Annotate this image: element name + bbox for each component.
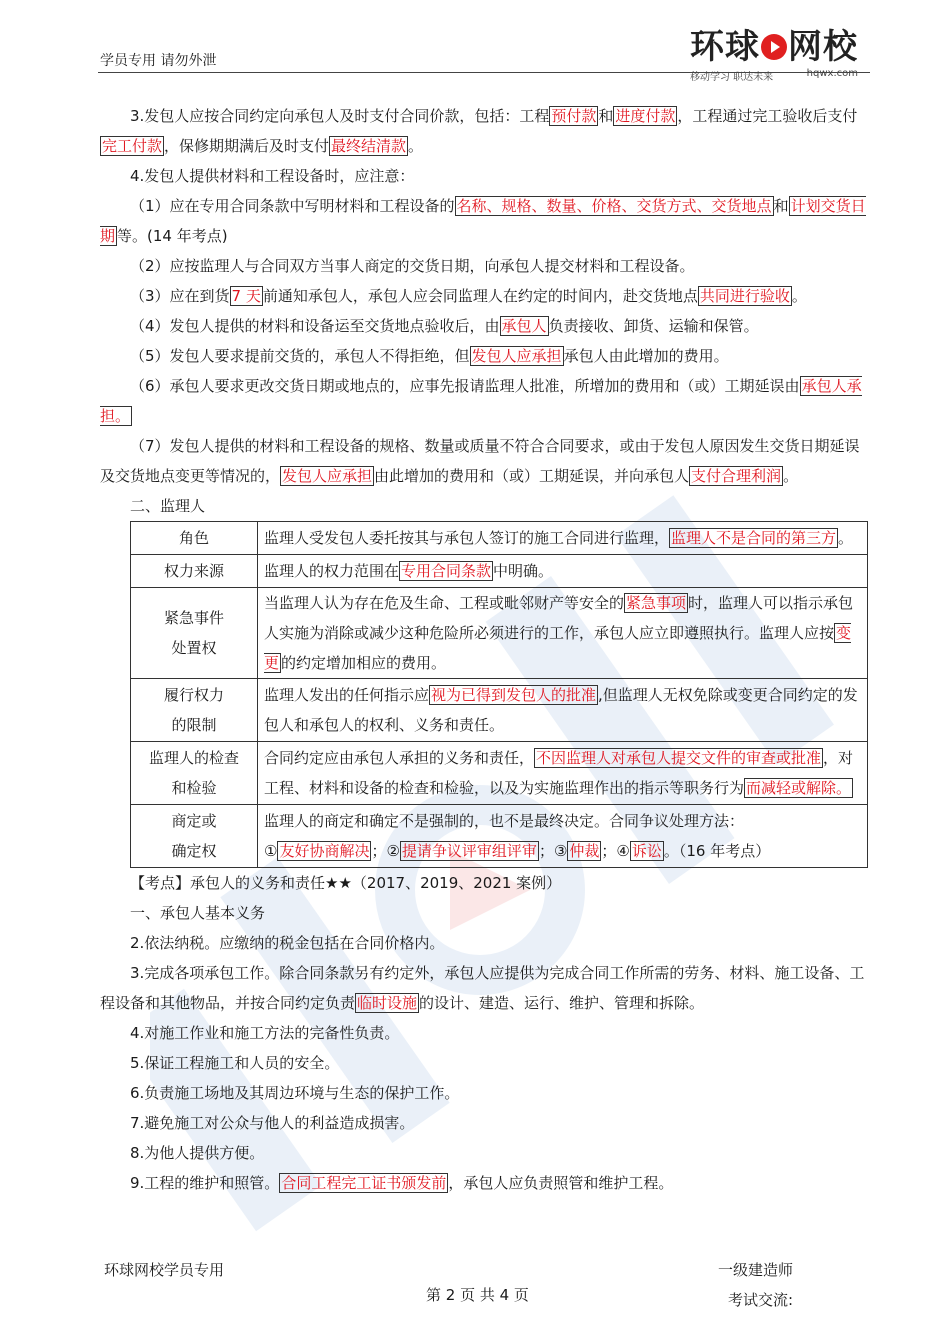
hl-item6: 承包人承担。: [100, 377, 862, 425]
item-5: （5）发包人要求提前交货的，承包人不得拒绝，但 发包人应承担 承包人由此增加的费用。: [130, 347, 729, 365]
hl-prepayment: 预付款: [551, 107, 597, 125]
table-row: [131, 588, 868, 679]
item-1: （1）应在专用合同条款中写明材料和工程设备的 名称、规格、数量、价格、交货方式、交货地点 和 计划交货日期 等。(14 年考点): [100, 197, 866, 245]
row-label: 权力来源: [131, 555, 258, 588]
footer-exam-name: 一级建造师: [718, 1261, 794, 1279]
hl-r3-b: 变更: [264, 624, 852, 672]
table-row: [131, 555, 868, 588]
logo-domain: hqwx.com: [806, 68, 858, 79]
footer-exchange: 考试交流:: [728, 1291, 794, 1309]
kaodian-heading: 【考点】承包人的义务和责任★★（2017、2019、2021 案例）: [130, 874, 562, 892]
obligation-6: 6.负责施工场地及其周边环境与生态的保护工作。: [130, 1084, 460, 1102]
item-7: （7）发包人提供的材料和工程设备的规格、数量或质量不符合合同要求，或由于发包人原因发生交货日期延误及交货地点变更等情况的， 发包人应承担 由此增加的费用和（或）工期延误，并向承包人 支付合理利润 。: [100, 437, 860, 485]
row-label: 角色: [131, 522, 258, 555]
hl-r3-a: 紧急事项: [626, 594, 687, 612]
hl-r5-b: 而减轻或解除。: [746, 779, 852, 797]
hl-r4: 视为已得到发包人的批准: [431, 686, 597, 704]
hl-r5-a: 不因监理人对承包人提交文件的审查或批准: [536, 749, 822, 767]
hl-item5: 发包人应承担: [471, 347, 562, 365]
table-row: [131, 522, 868, 555]
section-contractor-title: 一、承包人基本义务: [130, 904, 266, 922]
obligation-7: 7.避免施工对公众与他人的利益造成损害。: [130, 1114, 415, 1132]
hl-final-settlement: 最终结清款: [331, 137, 407, 155]
row-label: 监理人的检查 和检验: [131, 742, 258, 805]
hl-item4: 承包人: [501, 317, 547, 335]
para-3: 3.发包人应按合同约定向承包人及时支付合同价款，包括：工程 预付款 和 进度付款 ，工程通过完工验收后支付完工付款 ，保修期期满后及时支付 最终结清款 。: [102, 107, 858, 155]
hqwx-logo: [690, 28, 865, 94]
section-supervisor-title: 二、监理人: [130, 497, 206, 515]
hl-item3-inspect: 共同进行验收: [699, 287, 790, 305]
play-icon: [761, 34, 787, 60]
hl-r6-d: 诉讼: [631, 842, 662, 860]
para-4-title: 4.发包人提供材料和工程设备时，应注意：: [130, 167, 415, 185]
obligation-5: 5.保证工程施工和人员的安全。: [130, 1054, 340, 1072]
hl-r6-b: 提请争议评审组评审: [401, 842, 537, 860]
hl-item3-days: 7 天: [231, 287, 261, 305]
row-content: 合同约定应由承包人承担的义务和责任， 不因监理人对承包人提交文件的审查或批准 ，对工程、材料和设备的检查和检验，以及为实施监理作出的指示等职务行为 而减轻或解除。: [258, 742, 868, 805]
table-row: [131, 805, 868, 868]
row-content: 监理人受发包人委托按其与承包人签订的施工合同进行监理， 监理人不是合同的第三方 。: [258, 522, 868, 555]
hl-completion-payment: 完工付款: [102, 137, 163, 155]
item-4: （4）发包人提供的材料和设备运至交货地点验收后，由 承包人 负责接收、卸货、运输和保管。: [130, 317, 759, 335]
header-confidential-label: 学员专用 请勿外泄: [100, 53, 217, 69]
table-row: [131, 742, 868, 805]
row-label: 履行权力 的限制: [131, 679, 258, 742]
obligation-4: 4.对施工作业和施工方法的完备性负责。: [130, 1024, 400, 1042]
hl-ob3: 临时设施: [357, 994, 418, 1012]
table-row: [131, 679, 868, 742]
row-content: 监理人的权力范围在 专用合同条款 中明确。: [258, 555, 868, 588]
item-2: （2）应按监理人与合同双方当事人商定的交货日期，向承包人提交材料和工程设备。: [130, 257, 695, 275]
obligation-8: 8.为他人提供方便。: [130, 1144, 265, 1162]
hl-r6-a: 友好协商解决: [279, 842, 370, 860]
hl-item7-a: 发包人应承担: [282, 467, 373, 485]
logo-slogan: 移动学习 职达未来: [690, 72, 774, 83]
hl-item7-b: 支付合理利润: [691, 467, 782, 485]
row-content: 当监理人认为存在危及生命、工程或毗邻财产等安全的 紧急事项 时，监理人可以指示承包人实施为消除或减少这种危险所必须进行的工作，承包人应立即遵照执行。监理人应按 变更 的约定增加相应的费用。: [258, 588, 868, 679]
obligation-3: 3.完成各项承包工作。除合同条款另有约定外，承包人应提供为完成合同工作所需的劳务、材料、施工设备、工程设备和其他物品，并按合同约定负责 临时设施 的设计、建造、运行、维护、管理和拆除。: [100, 964, 865, 1012]
item-3: （3）应在到货 7 天 前通知承包人，承包人应会同监理人在约定的时间内，赴交货地点 共同进行验收 。: [130, 287, 807, 305]
logo-text-2: 网校: [788, 27, 858, 67]
row-label: 紧急事件 处置权: [131, 588, 258, 679]
row-label: 商定或 确定权: [131, 805, 258, 868]
row-content: 监理人的商定和确定不是强制的，也不是最终决定。合同争议处理方法： ① 友好协商解决 ；② 提请争议评审组评审 ；③ 仲裁 ；④ 诉讼 。（16 年考点）: [258, 805, 868, 868]
hl-r1: 监理人不是合同的第三方: [671, 529, 837, 547]
footer-left: 环球网校学员专用: [104, 1261, 225, 1279]
hl-item1-date: 计划交货日期: [100, 197, 866, 245]
hl-r2: 专用合同条款: [401, 562, 492, 580]
item-6: （6）承包人要求更改交货日期或地点的，应事先报请监理人批准，所增加的费用和（或）工期延误由 承包人承担。: [100, 377, 862, 425]
row-content: 监理人发出的任何指示应 视为已得到发包人的批准 ,但监理人无权免除或变更合同约定的发包人和承包人的权利、义务和责任。: [258, 679, 868, 742]
obligation-9: 9.工程的维护和照管。 合同工程完工证书颁发前 ，承包人应负责照管和维护工程。: [130, 1174, 674, 1192]
hl-item1-specs: 名称、规格、数量、价格、交货方式、交货地点: [456, 197, 772, 215]
hl-progress-payment: 进度付款: [615, 107, 676, 125]
document-body: [100, 101, 870, 1198]
hl-ob9: 合同工程完工证书颁发前: [281, 1174, 447, 1192]
page-number: 第 2 页 共 4 页: [426, 1286, 529, 1304]
logo-text-1: 环球: [690, 27, 760, 67]
hl-r6-c: 仲裁: [569, 842, 600, 860]
supervisor-table: [130, 521, 868, 868]
obligation-2: 2.依法纳税。应缴纳的税金包括在合同价格内。: [130, 934, 445, 952]
